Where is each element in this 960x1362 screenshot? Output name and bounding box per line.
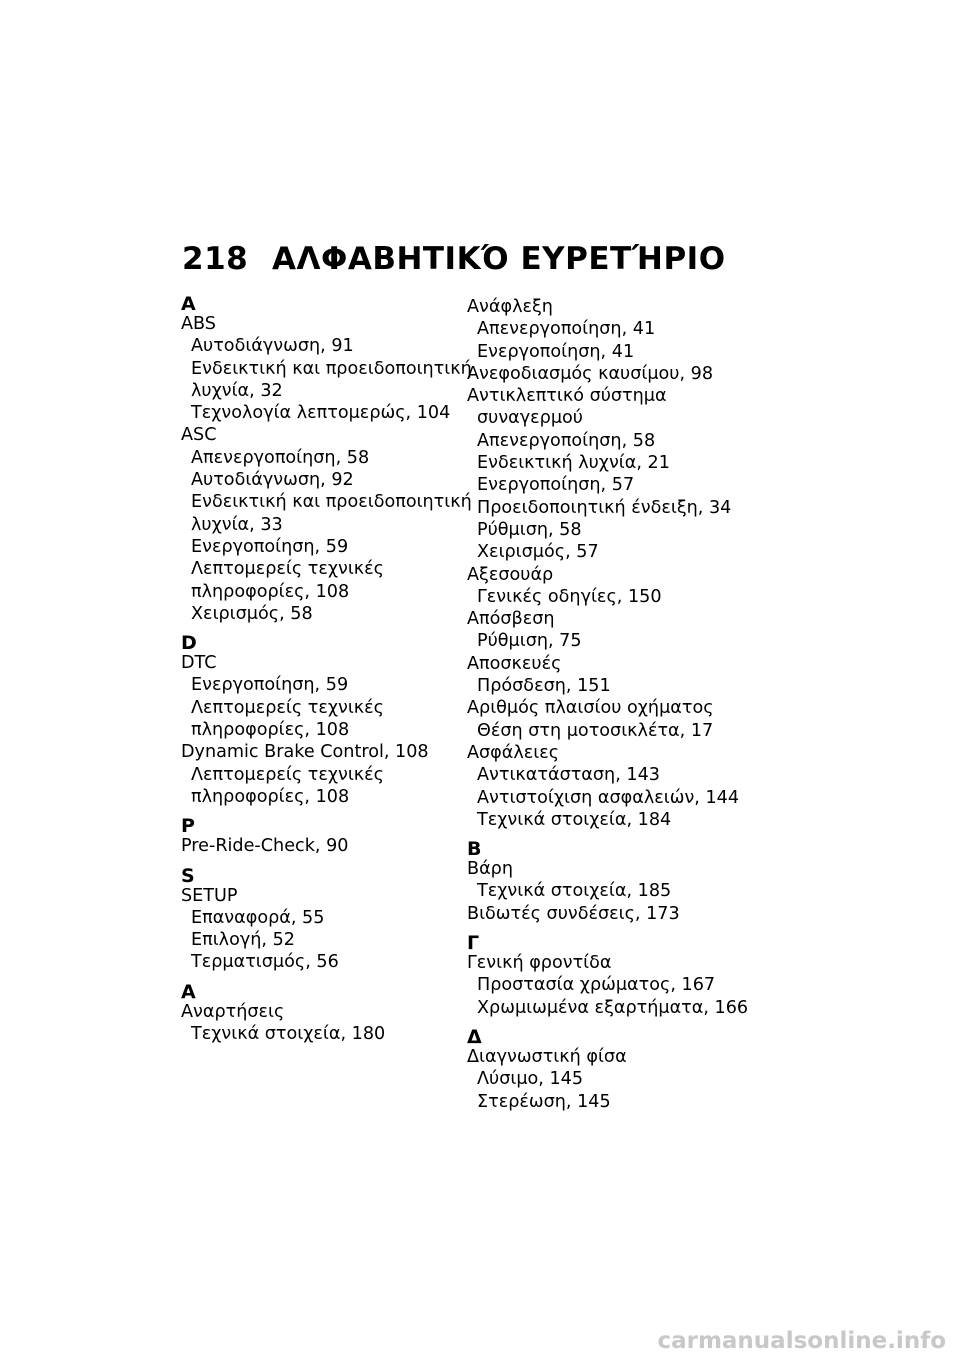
index-entry: Βάρη — [467, 859, 513, 880]
index-subentry: Λεπτομερείς τεχνικές — [191, 559, 384, 580]
index-subentry: Ενεργοποίηση, 41 — [477, 341, 635, 362]
index-subentry: Ενδεικτική και προειδοποιητική — [191, 358, 472, 379]
index-subentry: Τερματισμός, 56 — [191, 952, 339, 973]
index-entry: Βιδωτές συνδέσεις, 173 — [467, 903, 680, 924]
index-subentry: Ρύθμιση, 75 — [477, 631, 582, 652]
index-subentry: Τεχνολογία λεπτομερώς, 104 — [191, 403, 451, 424]
index-entry: Αριθμός πλαισίου οχήματος — [467, 698, 714, 719]
index-subentry: λυχνία, 32 — [191, 380, 283, 401]
index-subentry: Ενδεικτική και προειδοποιητική — [191, 492, 472, 513]
index-subentry: Λεπτομερείς τεχνικές — [191, 697, 384, 718]
index-subentry: Ενδεικτική λυχνία, 21 — [477, 453, 670, 474]
index-letter-heading: P — [181, 815, 195, 838]
index-letter-heading: D — [181, 632, 197, 655]
index-subentry: Χρωμιωμένα εξαρτήματα, 166 — [477, 997, 749, 1018]
index-section — [467, 296, 742, 831]
index-letter-heading: Α — [181, 980, 196, 1003]
index-entry: Διαγνωστική φίσα — [467, 1046, 627, 1067]
index-entry: ABS — [181, 314, 216, 334]
index-letter-heading: Β — [467, 838, 482, 861]
index-subentry: λυχνία, 33 — [191, 514, 283, 535]
index-section — [181, 980, 456, 1046]
index-subentry: πληροφορίες, 108 — [191, 581, 350, 602]
index-subentry: Προειδοποιητική ένδειξη, 34 — [477, 497, 732, 518]
index-subentry: Ενεργοποίηση, 59 — [191, 536, 349, 557]
index-entry: Αντικλεπτικό σύστημα — [467, 386, 667, 407]
index-subentry: Ενεργοποίηση, 59 — [191, 675, 349, 696]
watermark[interactable]: carmanualsonline.info — [657, 1328, 946, 1354]
index-subentry: Χειρισμός, 57 — [477, 542, 599, 563]
index-subentry: πληροφορίες, 108 — [191, 720, 350, 741]
index-entry: SETUP — [181, 885, 238, 906]
index-subentry: Χειρισμός, 58 — [191, 603, 313, 624]
index-column-left — [181, 293, 472, 1045]
index-subentry: συναγερμού — [477, 408, 583, 429]
index-entry: Αποσκευές — [467, 653, 562, 674]
index-section — [181, 815, 456, 857]
index-entry: Pre-Ride-Check, 90 — [181, 836, 349, 857]
index-entry: Ασφάλειες — [467, 742, 560, 763]
index-letter-heading: Γ — [467, 932, 480, 955]
index-letter-heading: A — [181, 293, 196, 315]
index-entry: Ανάφλεξη — [467, 297, 553, 317]
index-entry: DTC — [181, 653, 217, 674]
index-letter-heading: S — [181, 864, 195, 887]
index-subentry: Απενεργοποίηση, 41 — [477, 319, 656, 340]
index-letter-heading: Δ — [467, 1025, 482, 1048]
index-column-right — [467, 296, 749, 1113]
index-subentry: Αυτοδιάγνωση, 92 — [191, 470, 354, 491]
index-entry: Γενική φροντίδα — [467, 953, 612, 974]
index-subentry: πληροφορίες, 108 — [191, 786, 350, 807]
index-entry: Ανεφοδιασμός καυσίμου, 98 — [467, 363, 714, 384]
index-subentry: Επιλογή, 52 — [191, 930, 295, 951]
page-number: 218 — [182, 241, 249, 277]
index-subentry: Ρύθμιση, 58 — [477, 519, 582, 540]
index-subentry: Στερέωση, 145 — [477, 1091, 611, 1112]
index-entry: Dynamic Brake Control, 108 — [181, 742, 429, 763]
index-subentry: Θέση στη μοτοσικλέτα, 17 — [477, 720, 714, 741]
index-subentry: Αντιστοίχιση ασφαλειών, 144 — [477, 787, 740, 808]
index-subentry: Προστασία χρώματος, 167 — [477, 975, 716, 996]
index-subentry: Ενεργοποίηση, 57 — [477, 475, 635, 496]
index-subentry: Αντικατάσταση, 143 — [477, 765, 660, 786]
index-entry: Απόσβεση — [467, 609, 555, 630]
index-entry: Αναρτήσεις — [181, 1001, 285, 1022]
page-header — [182, 241, 726, 277]
index-section — [181, 864, 456, 974]
index-subentry: Τεχνικά στοιχεία, 180 — [191, 1024, 386, 1045]
index-section — [467, 1025, 742, 1113]
index-entry: ASC — [181, 425, 217, 446]
index-section — [181, 293, 472, 625]
index-subentry: Πρόσδεση, 151 — [477, 676, 611, 697]
index-subentry: Αυτοδιάγνωση, 91 — [191, 336, 354, 357]
index-entry: Αξεσουάρ — [467, 564, 554, 585]
page-title: ΑΛΦΑΒΗΤΙΚΌ ΕΥΡΕΤΉΡΙΟ — [272, 241, 726, 277]
index-subentry: Τεχνικά στοιχεία, 184 — [477, 809, 672, 830]
index-subentry: Επαναφορά, 55 — [191, 907, 325, 928]
index-subentry: Γενικές οδηγίες, 150 — [477, 586, 662, 607]
index-subentry: Λύσιμο, 145 — [477, 1069, 584, 1090]
index-section — [467, 838, 742, 925]
index-subentry: Απενεργοποίηση, 58 — [477, 430, 656, 451]
index-subentry: Απενεργοποίηση, 58 — [191, 447, 370, 468]
index-section — [467, 932, 749, 1019]
index-section — [181, 632, 456, 808]
index-subentry: Λεπτομερείς τεχνικές — [191, 764, 384, 785]
index-subentry: Τεχνικά στοιχεία, 185 — [477, 881, 672, 902]
